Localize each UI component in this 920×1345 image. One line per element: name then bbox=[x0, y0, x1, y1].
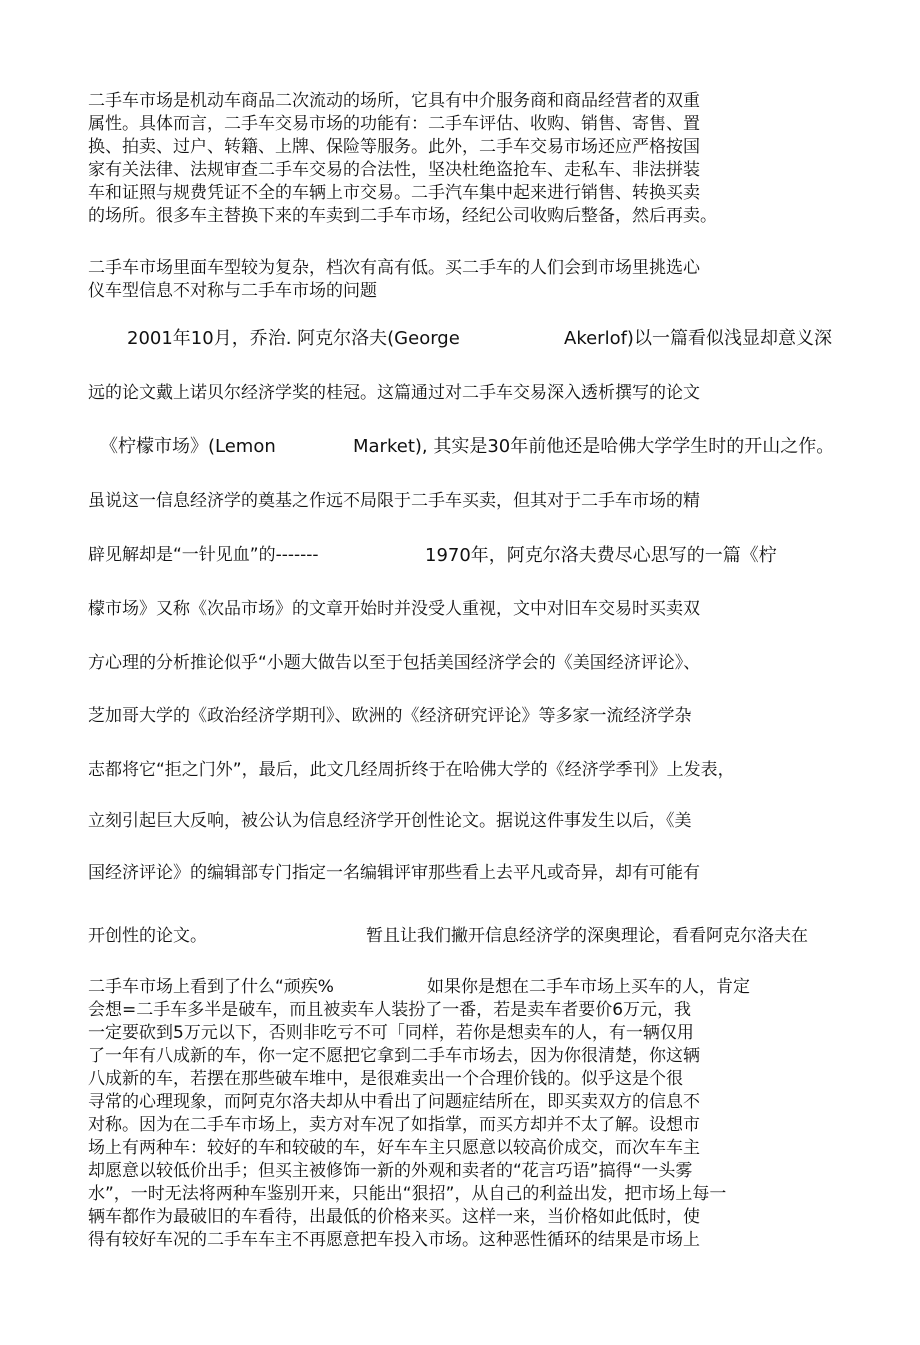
text-segment: 二手车市场上看到了什么“顽疾% bbox=[88, 977, 334, 997]
text-line: 一定要砍到5万元以下，否则非吃亏不可「同样，若你是想卖车的人，有一辆仅用 bbox=[88, 1023, 694, 1043]
text-line: 得有较好车况的二手车车主不再愿意把车投入市场。这种恶性循环的结果是市场上 bbox=[88, 1230, 700, 1250]
text-line: 志都将它“拒之门外”，最后，此文几经周折终于在哈佛大学的《经济学季刊》上发表， bbox=[88, 760, 735, 780]
text-segment: 辟见解却是“一针见血”的------- bbox=[88, 545, 319, 565]
text-line: 家有关法律、法规审查二手车交易的合法性，坚决杜绝盗抢车、走私车、非法拼装 bbox=[88, 160, 700, 180]
text-line: 仪车型信息不对称与二手车市场的问题 bbox=[88, 281, 377, 301]
text-line: 二手车市场里面车型较为复杂，档次有高有低。买二手车的人们会到市场里挑选心 bbox=[88, 258, 700, 278]
text-line: 会想=二手车多半是破车，而且被卖车人装扮了一番，若是卖车者要价6万元，我 bbox=[88, 1000, 692, 1020]
text-segment: 暂且让我们撇开信息经济学的深奥理论，看看阿克尔洛夫在 bbox=[366, 926, 808, 946]
text-line: 对称。因为在二手车市场上，卖方对车况了如指掌，而买方却并不太了解。设想市 bbox=[88, 1115, 700, 1135]
text-line: 车和证照与规费凭证不全的车辆上市交易。二手汽车集中起来进行销售、转换买卖 bbox=[88, 183, 700, 203]
text-line: 寻常的心理现象，而阿克尔洛夫却从中看出了问题症结所在，即买卖双方的信息不 bbox=[88, 1092, 700, 1112]
text-segment: Akerlof)以一篇看似浅显却意义深 bbox=[564, 328, 832, 349]
text-line: 国经济评论》的编辑部专门指定一名编辑评审那些看上去平凡或奇异，却有可能有 bbox=[88, 863, 700, 883]
text-segment: 1970年，阿克尔洛夫费尽心思写的一篇《柠 bbox=[425, 545, 777, 566]
text-line: 立刻引起巨大反响，被公认为信息经济学开创性论文。据说这件事发生以后，《美 bbox=[88, 811, 692, 831]
text-line: 二手车市场是机动车商品二次流动的场所，它具有中介服务商和商品经营者的双重 bbox=[88, 91, 700, 111]
text-line: 属性。具体而言，二手车交易市场的功能有：二手车评估、收购、销售、寄售、置 bbox=[88, 114, 700, 134]
text-line: 换、拍卖、过户、转籍、上牌、保险等服务。此外，二手车交易市场还应严格按国 bbox=[88, 137, 700, 157]
text-line: 远的论文戴上诺贝尔经济学奖的桂冠。这篇通过对二手车交易深入透析撰写的论文 bbox=[88, 383, 700, 403]
text-segment: 2001年10月，乔治. 阿克尔洛夫(George bbox=[127, 328, 460, 349]
text-line: 场上有两种车：较好的车和较破的车，好车车主只愿意以较高价成交，而次车车主 bbox=[88, 1138, 700, 1158]
text-line: 辆车都作为最破旧的车看待，出最低的价格来买。这样一来，当价格如此低时，使 bbox=[88, 1207, 700, 1227]
text-line: 檬市场》又称《次品市场》的文章开始时并没受人重视，文中对旧车交易时买卖双 bbox=[88, 599, 700, 619]
text-line: 方心理的分析推论似乎“小题大做告以至于包括美国经济学会的《美国经济评论》、 bbox=[88, 653, 701, 673]
text-segment: 开创性的论文。 bbox=[88, 926, 207, 946]
text-line: 八成新的车，若摆在那些破车堆中，是很难卖出一个合理价钱的。似乎这是个很 bbox=[88, 1069, 683, 1089]
text-line: 却愿意以较低价出手；但买主被修饰一新的外观和卖者的“花言巧语”搞得“一头雾 bbox=[88, 1161, 693, 1181]
text-line: 虽说这一信息经济学的奠基之作远不局限于二手车买卖，但其对于二手车市场的精 bbox=[88, 491, 700, 511]
text-line: 了一年有八成新的车，你一定不愿把它拿到二手车市场去，因为你很清楚，你这辆 bbox=[88, 1046, 700, 1066]
text-segment: Market), 其实是30年前他还是哈佛大学学生时的开山之作。 bbox=[353, 436, 835, 457]
text-line: 的场所。很多车主替换下来的车卖到二手车市场，经纪公司收购后整备，然后再卖。 bbox=[88, 206, 717, 226]
text-line: 水”，一时无法将两种车鉴别开来，只能出“狠招”，从自己的利益出发，把市场上每一 bbox=[88, 1184, 727, 1204]
text-segment: 如果你是想在二手车市场上买车的人，肯定 bbox=[427, 977, 750, 997]
text-segment: 《柠檬市场》(Lemon bbox=[100, 436, 276, 457]
text-line: 芝加哥大学的《政治经济学期刊》、欧洲的《经济研究评论》等多家一流经济学杂 bbox=[88, 706, 692, 726]
